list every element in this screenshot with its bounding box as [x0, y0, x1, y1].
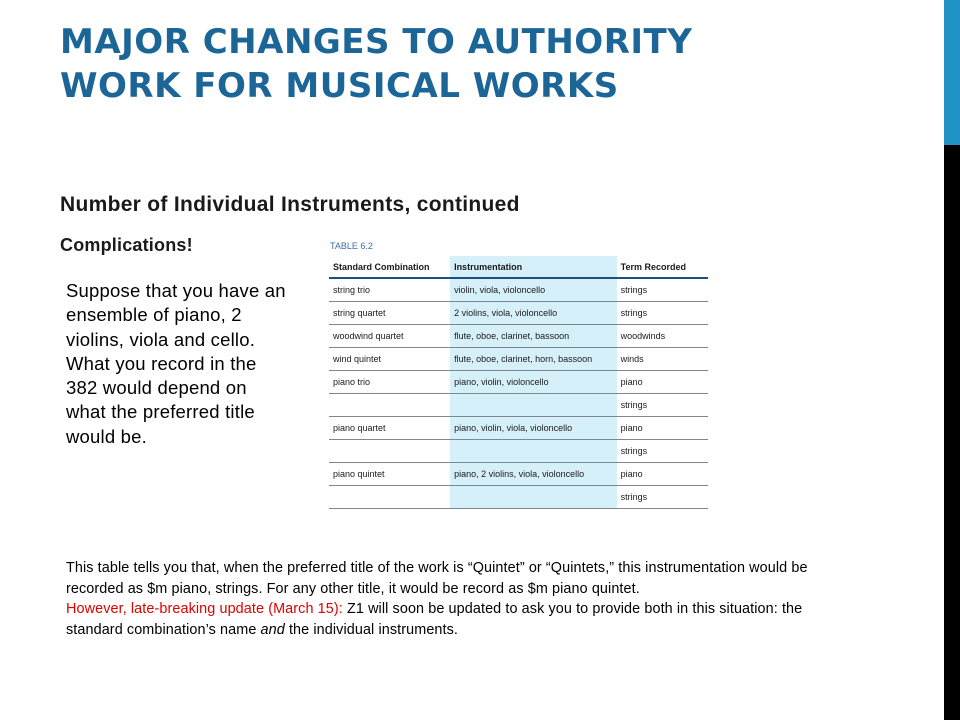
cell-term-recorded: piano: [617, 371, 708, 394]
cell-instrumentation: flute, oboe, clarinet, horn, bassoon: [450, 348, 617, 371]
cell-standard-combination: piano quartet: [329, 417, 450, 440]
header-standard-combination: Standard Combination: [329, 256, 450, 278]
slide-title: MAJOR CHANGES TO AUTHORITY WORK FOR MUSICAL WORKS: [60, 22, 693, 106]
table-caption: TABLE 6.2: [330, 241, 373, 251]
cell-term-recorded: strings: [617, 278, 708, 302]
table-row: [329, 302, 708, 325]
table-header-row: [329, 256, 708, 278]
cell-instrumentation: violin, viola, violoncello: [450, 278, 617, 302]
update-text-a: Z1 will soon be updated to ask you to provide both in this situation: the standard combination’s name: [66, 601, 803, 638]
header-term-recorded: Term Recorded: [617, 256, 708, 278]
cell-term-recorded: piano: [617, 417, 708, 440]
cell-standard-combination: string quartet: [329, 302, 450, 325]
update-emphasis: and: [260, 621, 285, 638]
update-text-b: the individual instruments.: [284, 621, 459, 638]
cell-term-recorded: piano: [617, 463, 708, 486]
table-row: [329, 486, 708, 509]
cell-standard-combination: string trio: [329, 278, 450, 302]
cell-instrumentation: piano, 2 violins, viola, violoncello: [450, 463, 617, 486]
cell-term-recorded: strings: [617, 486, 708, 509]
instrument-table: [329, 256, 708, 509]
slide-subtitle: Number of Individual Instruments, continued: [60, 193, 520, 216]
cell-standard-combination: piano trio: [329, 371, 450, 394]
cell-instrumentation: [450, 394, 617, 417]
cell-standard-combination: [329, 394, 450, 417]
cell-instrumentation: flute, oboe, clarinet, bassoon: [450, 325, 617, 348]
cell-instrumentation: piano, violin, viola, violoncello: [450, 417, 617, 440]
cell-standard-combination: woodwind quartet: [329, 325, 450, 348]
cell-term-recorded: strings: [617, 394, 708, 417]
complications-heading: Complications!: [60, 235, 193, 255]
cell-standard-combination: [329, 486, 450, 509]
cell-instrumentation: piano, violin, violoncello: [450, 371, 617, 394]
cell-instrumentation: 2 violins, viola, violoncello: [450, 302, 617, 325]
table-body: [329, 278, 708, 509]
explanation-note: [66, 558, 826, 640]
table-row: [329, 348, 708, 371]
table-row: [329, 440, 708, 463]
scenario-text: Suppose that you have an ensemble of piano, 2 violins, viola and cello. What you record in the 382 would depend on what the preferred title would be.: [66, 280, 286, 447]
note-text: This table tells you that, when the preferred title of the work is “Quintet” or “Quintets,” this instrumentation would be recorded as $m piano, strings. For any other title, it would be record as $m piano quintet.: [66, 560, 808, 597]
table-row: [329, 417, 708, 440]
cell-term-recorded: winds: [617, 348, 708, 371]
header-instrumentation: Instrumentation: [450, 256, 617, 278]
update-label: However, late-breaking update (March 15):: [66, 601, 343, 617]
table-row: [329, 394, 708, 417]
table-row: [329, 371, 708, 394]
cell-term-recorded: strings: [617, 440, 708, 463]
cell-term-recorded: woodwinds: [617, 325, 708, 348]
cell-instrumentation: [450, 486, 617, 509]
table-row: [329, 278, 708, 302]
cell-standard-combination: wind quintet: [329, 348, 450, 371]
cell-instrumentation: [450, 440, 617, 463]
table-row: [329, 325, 708, 348]
right-edge-accent: [944, 0, 960, 145]
table-row: [329, 463, 708, 486]
cell-term-recorded: strings: [617, 302, 708, 325]
cell-standard-combination: [329, 440, 450, 463]
cell-standard-combination: piano quintet: [329, 463, 450, 486]
